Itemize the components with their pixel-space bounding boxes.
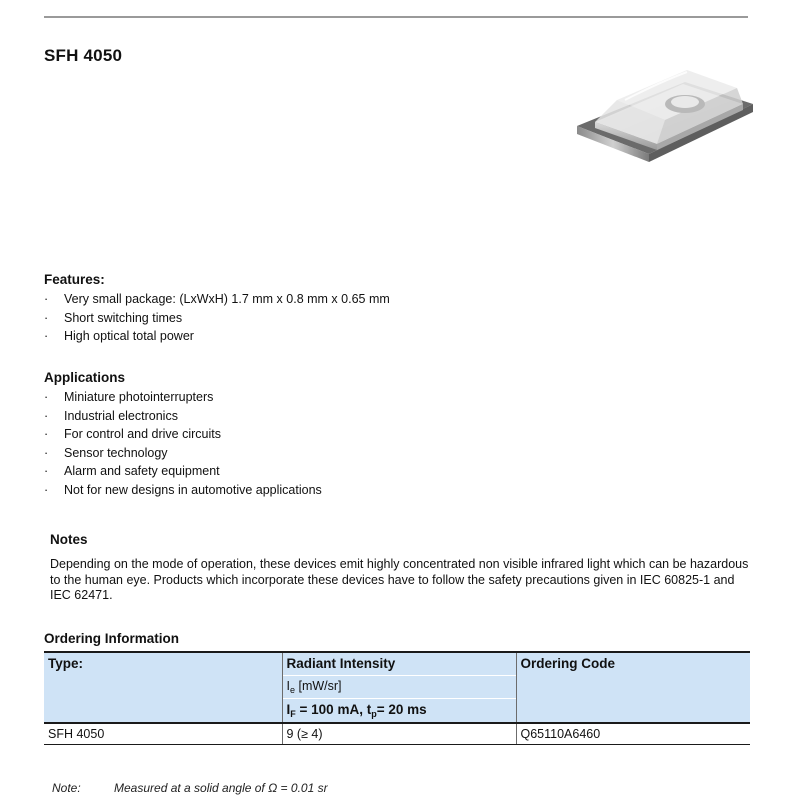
list-item: · High optical total power <box>44 329 194 343</box>
cell-type: SFH 4050 <box>44 723 282 745</box>
list-item: · For control and drive circuits <box>44 427 222 441</box>
footnote-label: Note: <box>52 781 81 795</box>
applications-section <box>44 369 322 499</box>
cell-radiant: 9 (≥ 4) <box>282 723 516 745</box>
list-item: · Industrial electronics <box>44 408 178 423</box>
list-item: · Miniature photointerrupters <box>44 390 214 404</box>
table-row <box>44 723 750 745</box>
smd-led-package-image <box>565 42 760 170</box>
ordering-heading: Ordering Information <box>44 631 179 646</box>
notes-text: Depending on the mode of operation, these devices emit highly concentrated non visible infrared light which can be hazardous to the human eye. Products which incorporate these devices have to follow the safety precautions given in IEC 60825-1 and IEC 62471. <box>50 557 749 602</box>
radiant-unit: $I_e$ [mW/sr] <box>282 675 516 698</box>
applications-list <box>44 388 322 499</box>
cell-code: Q65110A6460 <box>516 723 750 745</box>
applications-heading: Applications <box>44 370 126 385</box>
column-header-type: Type: <box>44 652 282 675</box>
footnote-text: Measured at a solid angle of Ω = 0.01 sr <box>114 781 328 795</box>
notes-section <box>50 531 750 604</box>
notes-heading: Notes <box>50 532 88 547</box>
list-item: · Short switching times <box>44 310 183 325</box>
top-divider <box>44 16 748 18</box>
table-header-row <box>44 652 750 675</box>
features-heading: Features: <box>44 272 105 287</box>
ordering-table <box>44 651 750 745</box>
table-header-row <box>44 698 750 723</box>
list-item: · Alarm and safety equipment <box>44 464 220 478</box>
radiant-condition: $I_F = 100$ mA, $t_p= 20$ ms <box>282 698 516 723</box>
list-item: · Not for new designs in automotive applications <box>44 482 322 497</box>
list-item: · Sensor technology <box>44 445 168 460</box>
footnote <box>52 781 328 795</box>
page-title: SFH 4050 <box>44 46 123 65</box>
column-header-radiant: Radiant Intensity <box>282 652 516 675</box>
features-list <box>44 290 390 346</box>
table-header-row <box>44 675 750 698</box>
column-header-code: Ordering Code <box>516 652 750 675</box>
features-section <box>44 271 390 346</box>
list-item: · Very small package: (LxWxH) 1.7 mm x 0.8 mm x 0.65 mm <box>44 292 390 306</box>
